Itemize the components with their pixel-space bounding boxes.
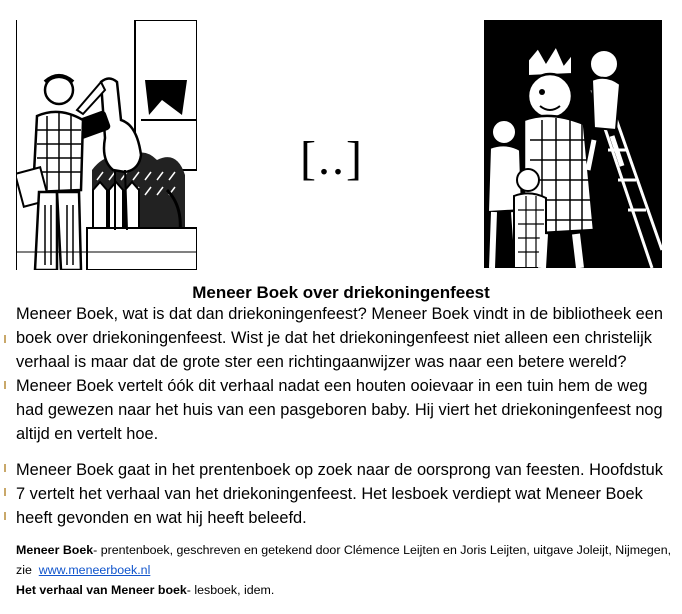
three-kings-drawing [484, 20, 662, 268]
book-title: Het verhaal van Meneer boek [16, 583, 187, 597]
margin-mark [4, 335, 6, 343]
book-title: Meneer Boek [16, 543, 94, 557]
margin-mark [4, 512, 6, 520]
credits-lesson-book [16, 580, 676, 600]
illustration-three-kings [484, 20, 662, 268]
stork-drawing [17, 20, 197, 270]
margin-mark [4, 381, 6, 389]
illustration-stork [16, 20, 197, 270]
article-title: Meneer Boek over driekoningenfeest [192, 283, 490, 302]
book-description: - lesboek, idem. [186, 583, 275, 597]
website-link[interactable]: www.meneerboek.nl [38, 563, 151, 577]
credits-picture-book [16, 540, 676, 580]
margin-mark [4, 464, 6, 472]
chapter-paragraph: Meneer Boek gaat in het prentenboek op zoek naar de oorsprong van feesten. Hoofdstuk 7 vertelt het verhaal van het driekoningenfeest. Het lesboek verdiept wat Meneer Boek heeft gevonden en wat hij heeft beleefd. [16, 461, 663, 527]
intro-paragraph: Meneer Boek, wat is dat dan driekoningenfeest? Meneer Boek vindt in de bibliotheek een boek over driekoningenfeest. Wist je dat het driekoningenfeest niet alleen een christelijk verhaal is maar dat de grote ster een richtingaanwijzer was naar een betere wereld? Meneer Boek vertelt óók dit verhaal nadat een houten ooievaar in een tuin hem de weg had gewezen naar het huis van een pasgeboren baby. Hij viert het driekoningenfeest nog altijd en vertelt hoe. [16, 305, 663, 443]
omission-marker: [..] [300, 132, 364, 185]
margin-mark [4, 488, 6, 496]
book-description: - prentenboek, geschreven en getekend door Clémence Leijten en Joris Leijten, uitgave Joleijt, Nijmegen, zie [16, 543, 672, 577]
